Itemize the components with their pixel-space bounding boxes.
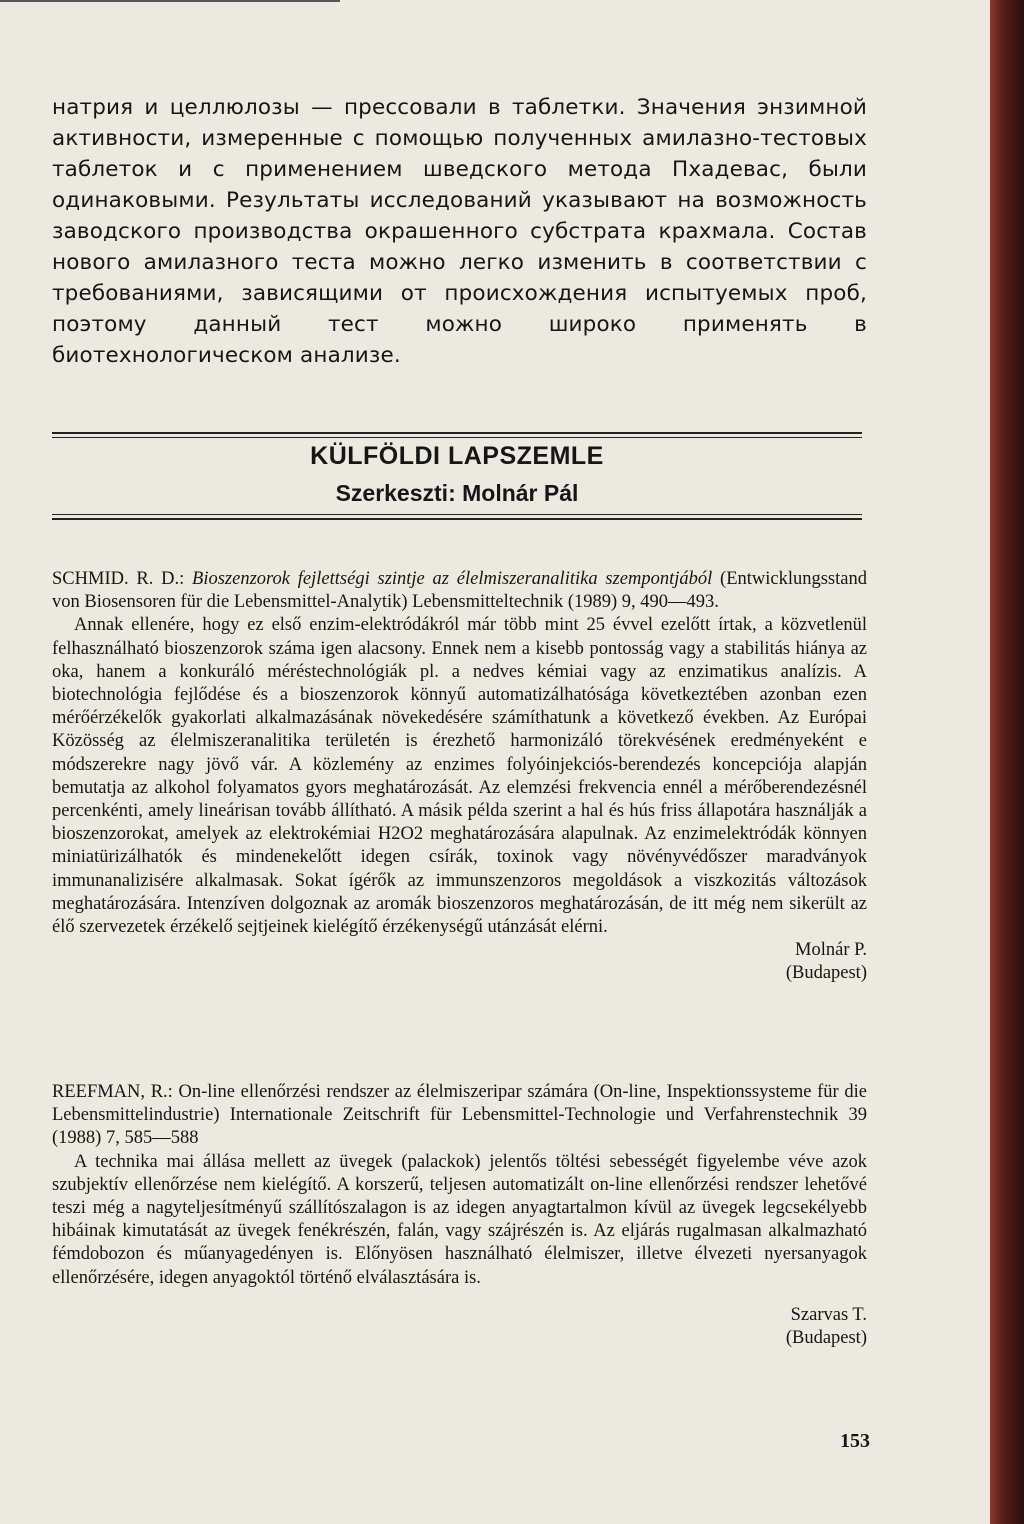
section-editor: Szerkeszti: Molnár Pál [335, 480, 579, 506]
book-binding-edge [990, 0, 1024, 1524]
review-citation [52, 568, 867, 614]
review-signature-name: Szarvas T. [790, 1304, 867, 1325]
review-signature-name: Molnár P. [795, 940, 867, 961]
section-title: KÜLFÖLDI LAPSZEMLE [310, 442, 604, 470]
page-number: 153 [840, 1430, 870, 1452]
section-rule-top [52, 432, 862, 434]
review-source: On-line ellenőrzési rendszer az élelmiszeripar számára (On-line, Inspektionssysteme für die Lebensmittelindustrie) Internationale Zeitschrift für Lebensmittel-Technologie und Verfahrenstechnik 39 (1988) 7, 585—588 [52, 1082, 867, 1149]
review-schmid [52, 568, 867, 986]
russian-paragraph: натрия и целлюлозы — прессовали в таблетки. Значения энзимной активности, измеренные с помощью полученных амилазно-тестовых таблеток и с применением шведского метода Пхадевас, были одинаковыми. Результаты исследований указывают на возможность заводского производства окрашенного субстрата крахмала. Состав нового амилазного теста можно легко изменить в соответствии с требованиями, зависящими от происхождения испытуемых проб, поэтому данный тест можно широко применять в биотехнологическом анализе. [52, 95, 867, 368]
review-reefman [52, 1081, 867, 1350]
review-signature-place: (Budapest) [785, 963, 867, 984]
section-rule-top-thin [52, 437, 862, 438]
review-author: REEFMAN, R.: [52, 1082, 179, 1102]
review-body: A technika mai állása mellett az üvegek (palackok) jelentős töltési sebességét figyelembe véve azok szubjektív ellenőrzése nem kielégítő. A korszerű, teljesen automatizált on-line ellenőrzési rendszer lehetővé teszi még a nagyteljesítményű szállítószalagon is az idegen anyagtartalmon kívül az üvegek legcsekélyebb hibáinak kimutatását az üvegek fenékrészén, falán, vagy szájrészén is. Az eljárás rugalmasan alkalmazható fémdobozon és műanyagedényen is. Előnyösen használható élelmiszer, illetve élvezeti nyersanyagok ellenőrzésére, idegen anyagoktól történő elválasztására is. [52, 1151, 867, 1288]
review-author: SCHMID. R. D.: [52, 569, 193, 589]
review-source: (Entwicklungsstand von Biosensoren für die Lebensmittel-Analytik) Lebensmitteltechnik (1989) 9, 490—493. [52, 569, 867, 613]
section-rule-bottom-thin [52, 514, 862, 515]
review-body: Annak ellenére, hogy ez első enzim-elektródákról már több mint 25 évvel ezelőtt írtak, a közvetlenül felhasználható bioszenzorok száma igen alacsony. Ennek nem a kisebb pontosság vagy a stabilitás hiánya az oka, hanem a konkuráló méréstechnológiák pl. a nedves kémiai vagy az enzimatikus analízis. A biotechnológia fejlődése és a bioszenzorok könnyű automatizálhatósága következtében azonban ezen mérőérzékelők gyakorlati alkalmazásának növekedésére számíthatunk a következő években. Az Európai Közösség az élelmiszeranalitika területén is érezhető harmonizáló törekvésének eredményeként e módszerekre nagy jövő vár. A közlemény az enzimes folyóinjekciós-berendezés koncepciója alapján bemutatja az alkohol folyamatos gyors meghatározását. Az elemzési frekvencia ennél a mérőberendezésnél percenkénti, amely lineárisan tovább állítható. A másik példa szerint a hal és hús friss állapotára használják a bioszenzorokat, amelyek az elektrokémiai H2O2 meghatározására alapulnak. Az enzimelektródák könnyen miniatürizálhatók és mindenekelőtt idegen csírák, toxinok vagy növényvédőszer maradványok immunanalizisére alkalmasak. Sokat ígérők az immunszenzoros megoldások a viszkozitás változások meghatározására. Intenzíven dolgoznak az aromák bioszenzoros meghatározásán, de itt még nem sikerült az élő szervezetek érzékelő sejtjeinek kielégítő érzékenységű utánzását elérni. [52, 615, 867, 938]
section-rule-bottom [52, 518, 862, 520]
review-title: Bioszenzorok fejlettségi szintje az élelmiszeranalitika szempontjából [192, 569, 713, 589]
top-rule [0, 0, 340, 2]
review-signature-place: (Budapest) [785, 1328, 867, 1349]
review-citation [52, 1081, 867, 1151]
